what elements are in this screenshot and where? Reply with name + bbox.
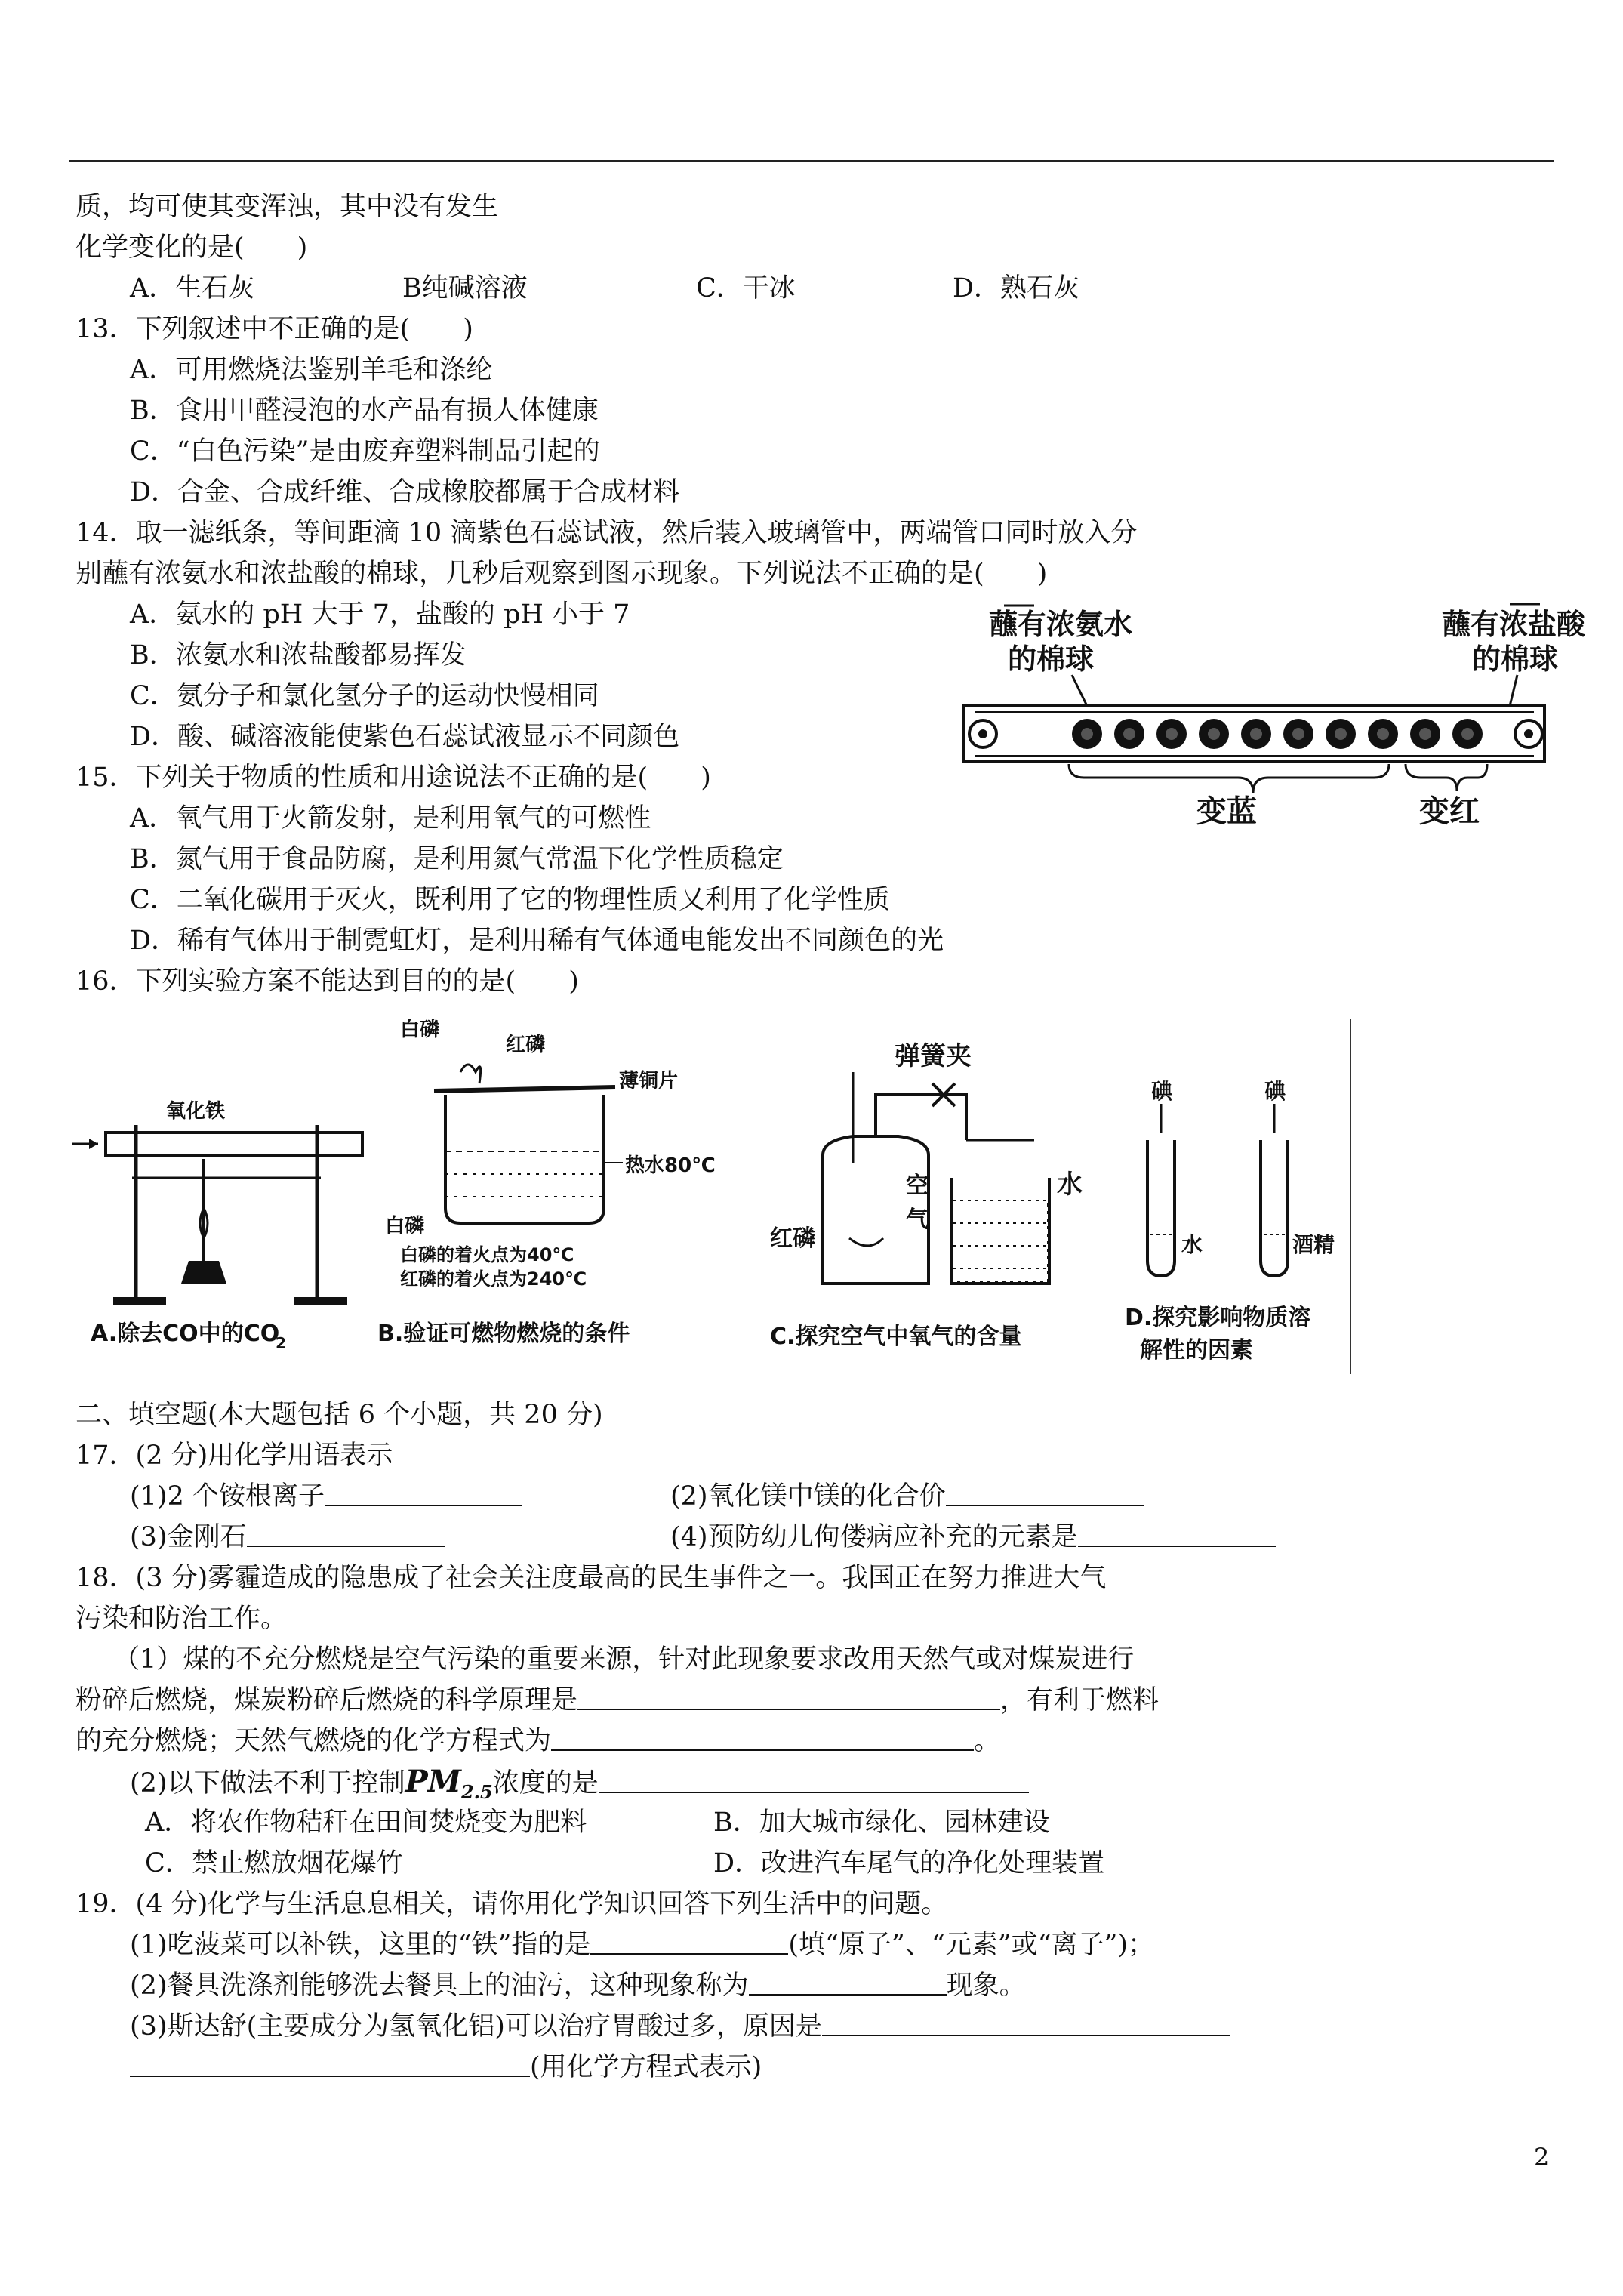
q13-option-d: D．合金、合成纤维、合成橡胶都属于合成材料 bbox=[130, 477, 680, 507]
fig16-a-caption: A.除去CO中的CO bbox=[91, 1321, 280, 1347]
header-rule bbox=[69, 160, 1554, 162]
q17-blank-4[interactable] bbox=[1078, 1521, 1276, 1547]
q18-option-a: A．将农作物秸秆在田间焚烧变为肥料 bbox=[145, 1808, 587, 1838]
q19-blank-3b[interactable] bbox=[130, 2051, 530, 2077]
q18-part1-line2-label: 粉碎后燃烧，煤炭粉碎后燃烧的科学原理是 bbox=[75, 1685, 578, 1715]
q12-option-b: B纯碱溶液 bbox=[402, 273, 528, 304]
section-2-title: 二、填空题(本大题包括 6 个小题，共 20 分) bbox=[75, 1400, 603, 1430]
q18-option-d: D．改进汽车尾气的净化处理装置 bbox=[713, 1848, 1105, 1878]
q18-part1-line3-tail: 。 bbox=[974, 1726, 1001, 1756]
q18-part1-line3 bbox=[75, 1724, 1000, 1758]
q18-part2-label: (2)以下做法不利于控制 bbox=[130, 1768, 405, 1798]
fig16-d-caption1: D.探究影响物质溶 bbox=[1125, 1305, 1311, 1331]
q19-part-2 bbox=[130, 1969, 1026, 2002]
fig14-blue-label: 变蓝 bbox=[1196, 794, 1257, 829]
q14-tube-figure bbox=[936, 596, 1586, 846]
q14-option-b: B．浓氨水和浓盐酸都易挥发 bbox=[130, 640, 467, 670]
fig16-c-red: 红磷 bbox=[770, 1225, 815, 1252]
q17-blank-1[interactable] bbox=[325, 1481, 522, 1506]
q15-option-b: B．氮气用于食品防腐，是利用氮气常温下化学性质稳定 bbox=[130, 844, 784, 874]
fig16-b-copper: 薄铜片 bbox=[619, 1070, 679, 1093]
fig16-b-white-bottom: 白磷 bbox=[385, 1215, 425, 1237]
apparatus-c bbox=[770, 1041, 1083, 1350]
q19-blank-1[interactable] bbox=[590, 1929, 788, 1955]
q17-part-1 bbox=[130, 1480, 522, 1513]
q14-stem-1: 14．取一滤纸条，等间距滴 10 滴紫色石蕊试液，然后装入玻璃管中，两端管口同时放入分 bbox=[75, 518, 1138, 548]
q12-text-1: 质，均可使其变浑浊，其中没有发生 bbox=[75, 192, 499, 222]
fig16-d-water: 水 bbox=[1181, 1232, 1203, 1257]
fig14-left-label-1: 蘸有浓氨水 bbox=[989, 608, 1133, 641]
fig16-c-caption: C.探究空气中氧气的含量 bbox=[770, 1324, 1022, 1350]
fig16-d-iodine2: 碘 bbox=[1264, 1079, 1286, 1104]
q17-part-3-label: (3)金刚石 bbox=[130, 1522, 247, 1552]
apparatus-d bbox=[1125, 1079, 1335, 1364]
q15-stem: 15．下列关于物质的性质和用途说法不正确的是( ) bbox=[75, 763, 711, 793]
q17-part-2 bbox=[670, 1480, 1144, 1513]
q18-part1-line2-tail: ，有利于燃料 bbox=[1000, 1685, 1160, 1715]
fig16-b-water: 热水80℃ bbox=[625, 1154, 716, 1177]
q17-blank-3[interactable] bbox=[247, 1521, 445, 1547]
q19-part-3 bbox=[130, 2010, 1230, 2043]
q15-option-d: D．稀有气体用于制霓虹灯，是利用稀有气体通电能发出不同颜色的光 bbox=[130, 926, 944, 956]
q18-option-b: B．加大城市绿化、园林建设 bbox=[713, 1808, 1050, 1838]
pm-symbol: PM bbox=[405, 1764, 461, 1799]
litmus-drops bbox=[1072, 719, 1483, 749]
q19-part-2-label: (2)餐具洗涤剂能够洗去餐具上的油污，这种现象称为 bbox=[130, 1971, 749, 2001]
q17-part-1-label: (1)2 个铵根离子 bbox=[130, 1481, 325, 1512]
fig16-c-water: 水 bbox=[1057, 1170, 1083, 1200]
fig16-b-red: 红磷 bbox=[506, 1034, 546, 1056]
q14-option-c: C．氨分子和氯化氢分子的运动快慢相同 bbox=[130, 681, 599, 711]
q13-option-a: A．可用燃烧法鉴别羊毛和涤纶 bbox=[130, 355, 493, 385]
fig16-d-alcohol: 酒精 bbox=[1292, 1232, 1335, 1257]
q19-stem: 19．(4 分)化学与生活息息相关，请你用化学知识回答下列生活中的问题。 bbox=[75, 1889, 948, 1919]
q17-part-4-label: (4)预防幼儿佝偻病应补充的元素是 bbox=[670, 1522, 1078, 1552]
q19-part-2-tail: 现象。 bbox=[946, 1971, 1026, 2001]
q17-part-3 bbox=[130, 1521, 445, 1554]
q13-option-b: B．食用甲醛浸泡的水产品有损人体健康 bbox=[130, 396, 599, 426]
q17-part-4 bbox=[670, 1521, 1276, 1554]
figure-border bbox=[1350, 1019, 1351, 1374]
q19-part-1-label: (1)吃菠菜可以补铁，这里的“铁”指的是 bbox=[130, 1930, 591, 1960]
fig16-c-air1: 空 bbox=[906, 1173, 929, 1199]
q12-option-c: C．干冰 bbox=[696, 273, 796, 304]
q18-part1-line1: （1）煤的不充分燃烧是空气污染的重要来源，针对此现象要求改用天然气或对煤炭进行 bbox=[113, 1644, 1135, 1675]
fig16-b-note2: 红磷的着火点为240℃ bbox=[400, 1268, 587, 1290]
apparatus-b bbox=[377, 1019, 716, 1347]
q18-blank-equation[interactable] bbox=[551, 1725, 974, 1751]
q19-part-1-tail: (填“原子”、“元素”或“离子”)； bbox=[788, 1930, 1155, 1960]
q13-stem: 13．下列叙述中不正确的是( ) bbox=[75, 314, 473, 344]
q18-stem-1: 18．(3 分)雾霾造成的隐患成了社会关注度最高的民生事件之一。我国正在努力推进大气 bbox=[75, 1563, 1107, 1593]
fig16-b-note1: 白磷的着火点为40℃ bbox=[400, 1244, 574, 1265]
pm-subscript: 2.5 bbox=[460, 1781, 493, 1803]
fig16-d-caption2: 解性的因素 bbox=[1140, 1337, 1253, 1364]
q17-part-2-label: (2)氧化镁中镁的化合价 bbox=[670, 1481, 946, 1512]
q12-option-d: D．熟石灰 bbox=[953, 273, 1080, 304]
q14-option-a: A．氨水的 pH 大于 7，盐酸的 pH 小于 7 bbox=[130, 599, 630, 630]
fig16-b-white-top: 白磷 bbox=[400, 1019, 440, 1041]
q17-stem: 17．(2 分)用化学用语表示 bbox=[75, 1441, 393, 1471]
fig14-right-label-1: 蘸有浓盐酸 bbox=[1442, 608, 1586, 641]
q19-blank-3a[interactable] bbox=[822, 2011, 1230, 2036]
q15-option-a: A．氧气用于火箭发射，是利用氧气的可燃性 bbox=[130, 803, 651, 834]
q18-blank-pm[interactable] bbox=[599, 1767, 1029, 1793]
q18-part2-stem bbox=[130, 1765, 1029, 1809]
q12-text-2: 化学变化的是( ) bbox=[75, 233, 308, 263]
q19-part-3-label: (3)斯达舒(主要成分为氢氧化铝)可以治疗胃酸过多，原因是 bbox=[130, 2011, 822, 2042]
fig14-left-label-2: 的棉球 bbox=[1008, 643, 1095, 676]
fig16-b-caption: B.验证可燃物燃烧的条件 bbox=[377, 1321, 630, 1347]
fig16-a-caption-sub: 2 bbox=[276, 1334, 286, 1352]
page-number: 2 bbox=[1534, 2143, 1550, 2171]
apparatus-a bbox=[72, 1099, 362, 1352]
q17-blank-2[interactable] bbox=[946, 1481, 1144, 1506]
q18-part2-tail: 浓度的是 bbox=[492, 1768, 599, 1798]
q19-part-3-cont bbox=[130, 2051, 762, 2084]
q16-experiments-figure bbox=[68, 1012, 1366, 1389]
fig16-c-clip: 弹簧夹 bbox=[895, 1041, 972, 1071]
q19-part-3-tail: (用化学方程式表示) bbox=[530, 2052, 762, 2082]
fig14-red-label: 变红 bbox=[1419, 794, 1480, 829]
q15-option-c: C．二氧化碳用于灭火，既利用了它的物理性质又利用了化学性质 bbox=[130, 885, 890, 915]
q13-option-c: C．“白色污染”是由废弃塑料制品引起的 bbox=[130, 436, 600, 467]
q14-option-d: D．酸、碱溶液能使紫色石蕊试液显示不同颜色 bbox=[130, 722, 680, 752]
q14-stem-2: 别蘸有浓氨水和浓盐酸的棉球，几秒后观察到图示现象。下列说法不正确的是( ) bbox=[75, 559, 1048, 589]
q18-stem-2: 污染和防治工作。 bbox=[75, 1604, 288, 1634]
q18-part1-line3-label: 的充分燃烧；天然气燃烧的化学方程式为 bbox=[75, 1726, 552, 1756]
fig16-a-label: 氧化铁 bbox=[166, 1100, 226, 1123]
q12-option-a: A．生石灰 bbox=[130, 273, 255, 304]
fig16-d-iodine1: 碘 bbox=[1151, 1079, 1173, 1104]
q19-blank-2[interactable] bbox=[749, 1970, 947, 1996]
q16-stem: 16．下列实验方案不能达到目的的是( ) bbox=[75, 966, 579, 997]
q18-option-c: C．禁止燃放烟花爆竹 bbox=[145, 1848, 403, 1878]
q18-part1-line2 bbox=[75, 1684, 1159, 1717]
fig16-c-air2: 气 bbox=[906, 1207, 929, 1233]
q18-blank-principle[interactable] bbox=[577, 1684, 1000, 1710]
q19-part-1 bbox=[130, 1928, 1154, 1962]
fig14-right-label-2: 的棉球 bbox=[1472, 643, 1559, 676]
